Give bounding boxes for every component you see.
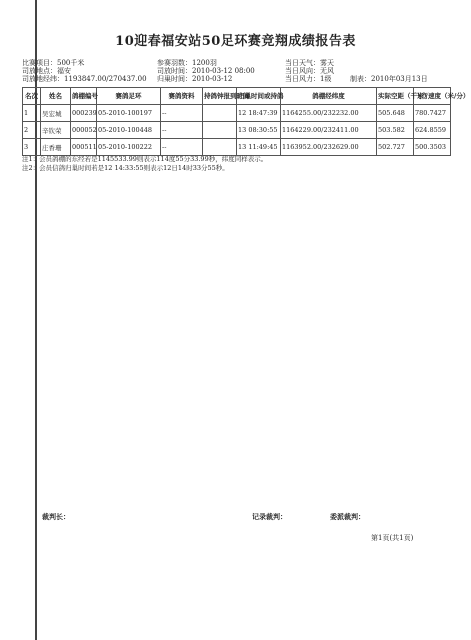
cell-speed: 500.3503 [414,139,451,156]
cell-distance: 502.727 [377,139,414,156]
cell-coords: 1163952.00/232629.00 [281,139,377,156]
header-cell: 赛鸽资料 [161,88,203,105]
cell-clock-time [203,122,237,139]
cell-arrival-time: 13 11:49:45 [237,139,281,156]
cell-loft-id: 000239 [71,105,97,122]
header-cell: 飞行速度（米/分） [414,88,451,105]
cell-speed: 780.7427 [414,105,451,122]
report-title: 10迎春福安站50足环赛竞翔成绩报告表 [115,34,356,49]
header-cell: 名次 [23,88,41,105]
cell-clock-time [203,105,237,122]
record-judge-signature-label: 记录裁判： [252,512,287,521]
judge-signature-label: 裁判长： [42,512,70,521]
table-row [23,122,451,139]
cell-loft-id: 000511 [71,139,97,156]
cell-info: -- [161,105,203,122]
table-row [23,139,451,156]
header-cell: 赛鸽足环 [97,88,161,105]
note-time-format: 注2：会员信鸽归巢时间若是12 14:33:55则表示12日14时33分55秒。 [22,164,229,172]
wind-force: 当日风力：1级 [285,75,332,83]
cell-rank: 3 [23,139,41,156]
page-number: 第1页(共1页) [371,534,414,542]
header-cell: 姓名 [41,88,71,105]
release-time: 司放时间：2010-03-12 08:00 [157,67,255,75]
cell-loft-id: 000052 [71,122,97,139]
committee-judge-signature-label: 委派裁判： [330,512,365,521]
table-row [23,105,451,122]
cell-name: 庄香珊 [41,139,71,156]
weather: 当日天气：雾天 [285,59,334,67]
entries-count: 参赛羽数：1200羽 [157,59,217,67]
cell-name: 辛钦荣 [41,122,71,139]
cell-coords: 1164255.00/232232.00 [281,105,377,122]
header-cell: 归巢时间或持鸽 [237,88,281,105]
cell-arrival-time: 12 18:47:39 [237,105,281,122]
cell-rank: 2 [23,122,41,139]
header-cell: 实际空距（千米） [377,88,414,105]
cell-speed: 624.8559 [414,122,451,139]
home-time: 归巢时间：2010-03-12 [157,75,233,83]
cell-info: -- [161,139,203,156]
cell-clock-time [203,139,237,156]
release-place: 司放地点：福安 [22,67,71,75]
cell-rank: 1 [23,105,41,122]
cell-ring: 05-2010-100448 [97,122,161,139]
cell-ring: 05-2010-100222 [97,139,161,156]
results-table [22,87,470,156]
note-coords-format: 注1：会员鸽棚的东经若是1145533.99则表示114度55分33.99秒，纬度同样表示。 [22,155,268,163]
cell-info: -- [161,122,203,139]
release-coords: 司放地经纬：1193847.00/270437.00 [22,75,147,83]
cell-arrival-time: 13 08:30:55 [237,122,281,139]
cell-distance: 503.582 [377,122,414,139]
made-date: 制表：2010年03月13日 [350,75,428,83]
race-item: 比赛项目：500千米 [22,59,85,67]
cell-ring: 05-2010-100197 [97,105,161,122]
table-header-row [23,88,451,105]
cell-name: 吴宏城 [41,105,71,122]
cell-coords: 1164229.00/232411.00 [281,122,377,139]
header-cell: 鸽棚经纬度 [281,88,377,105]
header-cell: 鸽棚编号 [71,88,97,105]
header-cell: 持鸽钟报到时间 [203,88,237,105]
cell-distance: 505.648 [377,105,414,122]
wind-direction: 当日风向：无风 [285,67,334,75]
